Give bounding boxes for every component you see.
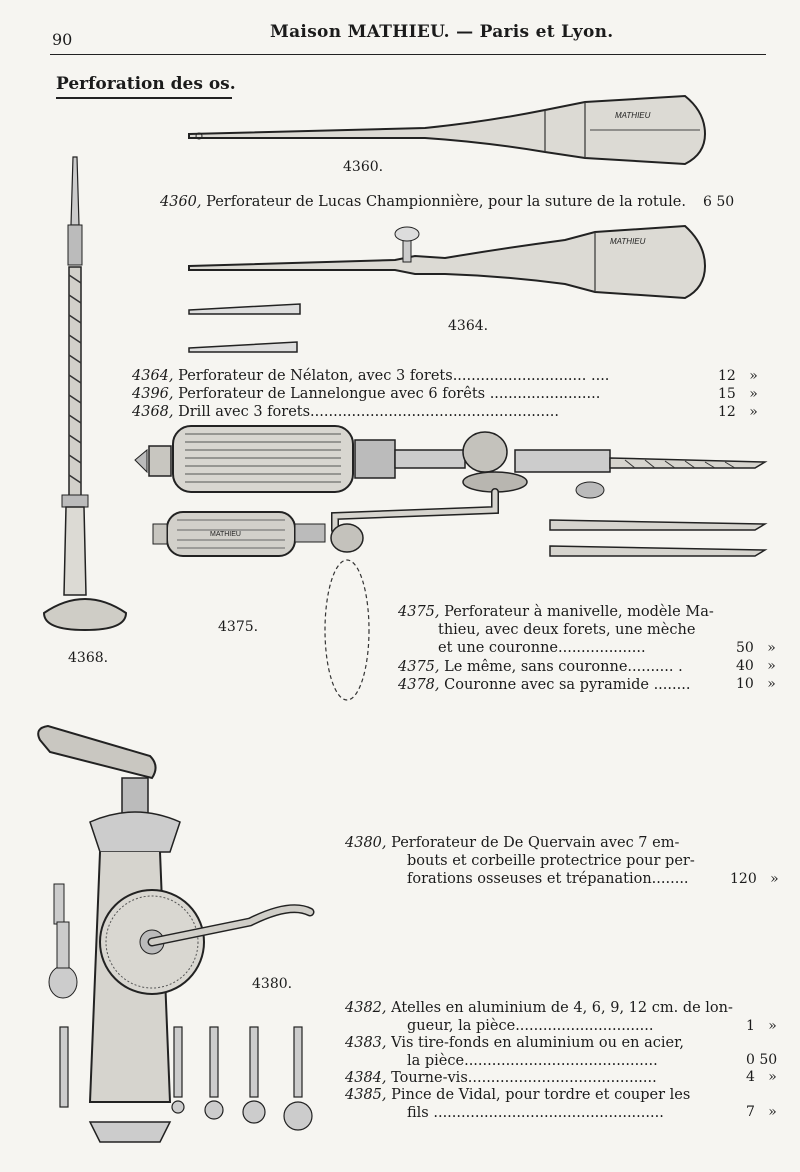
entry-price-4384: [746, 1069, 777, 1085]
entry-4368: [132, 403, 559, 421]
entry-price-4396: [718, 386, 758, 402]
engraving-mark-4375: MATHIEU: [210, 531, 241, 538]
price-value: 120: [730, 871, 757, 887]
entry-text: Perforateur de Lannelongue avec 6 forêts ........................: [178, 386, 601, 402]
engraving-mark-4360: MATHIEU: [615, 111, 651, 120]
figure-label-4375: 4375.: [218, 619, 259, 635]
entry-number: 4384,: [345, 1070, 387, 1086]
illustration-4380: [30, 722, 330, 1152]
entry-price-4380: [730, 871, 779, 887]
entry-text: Pince de Vidal, pour tordre et couper les: [391, 1087, 691, 1103]
entry-4378: [398, 676, 690, 694]
entry-4383: [345, 1034, 684, 1070]
entry-number: 4364,: [132, 368, 174, 384]
price-value: 4: [746, 1069, 755, 1085]
price-value: 1: [746, 1018, 755, 1034]
entry-text-line2: la pièce..........................................: [407, 1053, 658, 1069]
entry-price-4364: [718, 368, 758, 384]
section-title: Perforation des os.: [56, 74, 236, 94]
entry-4360: [160, 193, 686, 211]
price-mark: »: [768, 1018, 777, 1034]
entry-text-line2: fils ..................................................: [407, 1105, 664, 1121]
entry-text: Perforateur à manivelle, modèle Ma-: [444, 604, 714, 620]
entry-price-4385: [746, 1104, 777, 1120]
entry-text-line2: gueur, la pièce..............................: [407, 1018, 654, 1034]
entry-4364: [132, 367, 609, 385]
entry-text: Perforateur de Lucas Championnière, pour la suture de la rotule.: [206, 194, 686, 210]
entry-4382: [345, 999, 733, 1035]
entry-number: 4382,: [345, 1000, 387, 1016]
page-header: Maison MATHIEU. — Paris et Lyon.: [270, 22, 614, 42]
entry-price-4360: 6 50: [703, 194, 735, 210]
figure-label-4380: 4380.: [252, 976, 293, 992]
figure-label-4364: 4364.: [448, 318, 489, 334]
header-rule: [50, 54, 766, 55]
entry-text-line2: thieu, avec deux forets, une mèche: [438, 622, 696, 638]
entry-text-line2: bouts et corbeille protectrice pour per-: [407, 853, 695, 869]
entry-text: Perforateur de De Quervain avec 7 em-: [391, 835, 680, 851]
entry-4385: [345, 1086, 690, 1122]
price-value: 40: [736, 658, 754, 674]
entry-number: 4396,: [132, 386, 174, 402]
price-mark: »: [767, 658, 776, 674]
entry-price-4375b: [736, 658, 776, 674]
entry-number: 4383,: [345, 1035, 387, 1051]
entry-4396: [132, 385, 600, 403]
entry-text: Drill avec 3 forets......................................................: [178, 404, 559, 420]
entry-text: Atelles en aluminium de 4, 6, 9, 12 cm. de lon-: [391, 1000, 733, 1016]
entry-text: Couronne avec sa pyramide ........: [444, 677, 691, 693]
price-mark: »: [770, 871, 779, 887]
entry-number: 4375,: [398, 659, 440, 675]
entry-number: 4380,: [345, 835, 387, 851]
price-value: 50: [736, 640, 754, 656]
entry-text: Vis tire-fonds en aluminium ou en acier,: [391, 1035, 685, 1051]
price-value: 12: [718, 404, 736, 420]
illustration-4368: [40, 155, 130, 635]
entry-text-line3: et une couronne...................: [438, 640, 646, 656]
entry-number: 4378,: [398, 677, 440, 693]
entry-4384: [345, 1069, 657, 1087]
price-mark: »: [767, 676, 776, 692]
entry-price-4378: [736, 676, 776, 692]
entry-price-4368: [718, 404, 758, 420]
entry-4375: [398, 603, 714, 657]
price-mark: »: [768, 1104, 777, 1120]
price-mark: »: [749, 386, 758, 402]
entry-number: 4368,: [132, 404, 174, 420]
price-value: 10: [736, 676, 754, 692]
illustration-4360: [185, 92, 715, 172]
entry-text: Perforateur de Nélaton, avec 3 forets............................. ....: [178, 368, 610, 384]
entry-4375b: [398, 658, 683, 676]
price-value: 12: [718, 368, 736, 384]
entry-number: 4375,: [398, 604, 440, 620]
price-value: 15: [718, 386, 736, 402]
entry-text: Le même, sans couronne.......... .: [444, 659, 683, 675]
entry-price-4382: [746, 1018, 777, 1034]
page-number: 90: [52, 30, 73, 49]
figure-label-4368: 4368.: [68, 650, 109, 666]
price-mark: »: [749, 368, 758, 384]
entry-text: Tourne-vis.........................................: [391, 1070, 657, 1086]
entry-price-4375: [736, 640, 776, 656]
entry-number: 4385,: [345, 1087, 387, 1103]
entry-number: 4360,: [160, 194, 202, 210]
entry-text-line3: forations osseuses et trépanation........: [407, 871, 689, 887]
price-mark: »: [768, 1069, 777, 1085]
figure-label-4360: 4360.: [343, 159, 384, 175]
engraving-mark-4364: MATHIEU: [610, 237, 646, 246]
price-mark: »: [749, 404, 758, 420]
price-value: 7: [746, 1104, 755, 1120]
entry-4380: [345, 834, 695, 888]
price-mark: »: [767, 640, 776, 656]
entry-price-4383: 0 50: [746, 1052, 778, 1068]
